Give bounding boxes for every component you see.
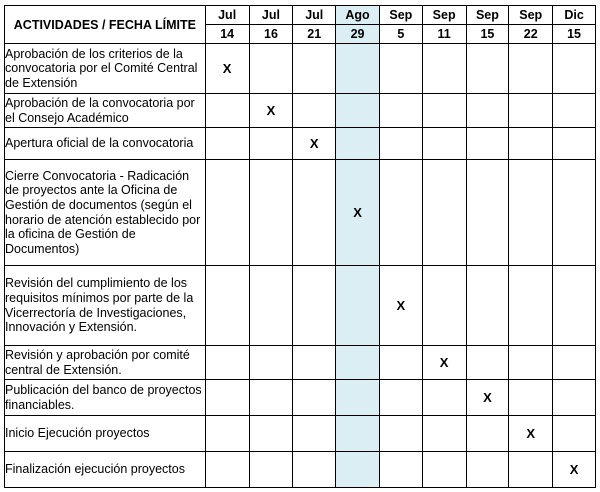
schedule-mark-cell: X (293, 128, 336, 160)
schedule-mark-cell (466, 160, 509, 266)
activity-cell: Inicio Ejecución proyectos (5, 416, 206, 452)
schedule-mark-cell (553, 266, 596, 346)
schedule-mark-cell: X (553, 452, 596, 488)
schedule-mark-cell (336, 94, 380, 128)
table-row (5, 44, 596, 94)
schedule-mark-cell (249, 44, 293, 94)
schedule-mark-cell (553, 94, 596, 128)
column-month-2: Jul (293, 6, 336, 25)
schedule-mark-cell (509, 452, 553, 488)
column-day-3: 29 (336, 25, 380, 44)
schedule-mark-cell (293, 346, 336, 380)
activity-cell: Cierre Convocatoria - Radicación de proyectos ante la Oficina de Gestión de documentos (según el horario de atención establecido por la oficina de Gestión de Documentos) (5, 160, 206, 266)
schedule-mark-cell (249, 128, 293, 160)
schedule-mark-cell: X (379, 266, 422, 346)
column-day-8: 15 (553, 25, 596, 44)
schedule-mark-cell (379, 94, 422, 128)
schedule-mark-cell (466, 128, 509, 160)
table-row (5, 128, 596, 160)
schedule-mark-cell (379, 380, 422, 416)
schedule-mark-cell (293, 160, 336, 266)
schedule-mark-cell (293, 266, 336, 346)
schedule-mark-cell (422, 160, 466, 266)
schedule-mark-cell (553, 128, 596, 160)
schedule-mark-cell: X (422, 346, 466, 380)
schedule-mark-cell (466, 94, 509, 128)
schedule-mark-cell (205, 128, 249, 160)
schedule-mark-cell (422, 94, 466, 128)
schedule-mark-cell (379, 452, 422, 488)
schedule-mark-cell (553, 346, 596, 380)
table-row (5, 94, 596, 128)
column-day-7: 22 (509, 25, 553, 44)
table-row (5, 416, 596, 452)
schedule-mark-cell (249, 380, 293, 416)
schedule-mark-cell (553, 44, 596, 94)
table-row (5, 380, 596, 416)
schedule-mark-cell (336, 346, 380, 380)
schedule-mark-cell (205, 266, 249, 346)
schedule-mark-cell (293, 94, 336, 128)
schedule-mark-cell (553, 380, 596, 416)
activity-cell: Revisión y aprobación por comité central de Extensión. (5, 346, 206, 380)
schedule-mark-cell: X (336, 160, 380, 266)
schedule-mark-cell (422, 44, 466, 94)
column-day-5: 11 (422, 25, 466, 44)
schedule-mark-cell (249, 346, 293, 380)
schedule-mark-cell (336, 416, 380, 452)
schedule-mark-cell (336, 380, 380, 416)
schedule-mark-cell (249, 452, 293, 488)
schedule-mark-cell (509, 44, 553, 94)
schedule-mark-cell (336, 266, 380, 346)
schedule-mark-cell (466, 44, 509, 94)
schedule-mark-cell (336, 128, 380, 160)
schedule-mark-cell (509, 266, 553, 346)
column-month-1: Jul (249, 6, 293, 25)
schedule-mark-cell (422, 380, 466, 416)
column-month-6: Sep (466, 6, 509, 25)
column-month-5: Sep (422, 6, 466, 25)
column-month-3: Ago (336, 6, 380, 25)
activity-header: ACTIVIDADES / FECHA LÍMITE (5, 6, 206, 44)
column-month-8: Dic (553, 6, 596, 25)
schedule-mark-cell (336, 44, 380, 94)
schedule-mark-cell (509, 160, 553, 266)
schedule-mark-cell (509, 346, 553, 380)
activity-cell: Aprobación de la convocatoria por el Consejo Académico (5, 94, 206, 128)
column-month-7: Sep (509, 6, 553, 25)
column-day-1: 16 (249, 25, 293, 44)
schedule-mark-cell (205, 346, 249, 380)
activity-cell: Finalización ejecución proyectos (5, 452, 206, 488)
schedule-mark-cell (249, 416, 293, 452)
column-day-2: 21 (293, 25, 336, 44)
schedule-mark-cell (466, 346, 509, 380)
activity-cell: Apertura oficial de la convocatoria (5, 128, 206, 160)
schedule-mark-cell (249, 160, 293, 266)
column-day-0: 14 (205, 25, 249, 44)
schedule-mark-cell (553, 416, 596, 452)
schedule-mark-cell (466, 452, 509, 488)
table-row (5, 346, 596, 380)
table-row (5, 266, 596, 346)
schedule-mark-cell (509, 94, 553, 128)
schedule-mark-cell (336, 452, 380, 488)
schedule-mark-cell (205, 452, 249, 488)
schedule-mark-cell (293, 44, 336, 94)
schedule-mark-cell (379, 128, 422, 160)
schedule-mark-cell (379, 416, 422, 452)
schedule-mark-cell (379, 160, 422, 266)
schedule-table (4, 5, 596, 488)
schedule-mark-cell (293, 452, 336, 488)
schedule-mark-cell (379, 346, 422, 380)
schedule-mark-cell (379, 44, 422, 94)
schedule-mark-cell (466, 416, 509, 452)
schedule-mark-cell (553, 160, 596, 266)
schedule-mark-cell (422, 416, 466, 452)
schedule-mark-cell (422, 128, 466, 160)
schedule-mark-cell: X (205, 44, 249, 94)
schedule-mark-cell (509, 128, 553, 160)
schedule-mark-cell (509, 380, 553, 416)
column-day-4: 5 (379, 25, 422, 44)
schedule-mark-cell (205, 416, 249, 452)
schedule-mark-cell (293, 380, 336, 416)
schedule-mark-cell: X (249, 94, 293, 128)
column-month-4: Sep (379, 6, 422, 25)
activity-cell: Revisión del cumplimiento de los requisitos mínimos por parte de la Vicerrectoría de Investigaciones, Innovación y Extensión. (5, 266, 206, 346)
schedule-mark-cell (293, 416, 336, 452)
table-row (5, 452, 596, 488)
column-month-0: Jul (205, 6, 249, 25)
schedule-mark-cell (422, 452, 466, 488)
schedule-mark-cell: X (466, 380, 509, 416)
schedule-mark-cell (205, 380, 249, 416)
schedule-mark-cell (466, 266, 509, 346)
schedule-mark-cell: X (509, 416, 553, 452)
activity-cell: Aprobación de los criterios de la convocatoria por el Comité Central de Extensión (5, 44, 206, 94)
header-month-row (5, 6, 596, 25)
column-day-6: 15 (466, 25, 509, 44)
table-row (5, 160, 596, 266)
activity-cell: Publicación del banco de proyectos financiables. (5, 380, 206, 416)
schedule-mark-cell (205, 94, 249, 128)
schedule-mark-cell (422, 266, 466, 346)
schedule-mark-cell (249, 266, 293, 346)
schedule-mark-cell (205, 160, 249, 266)
